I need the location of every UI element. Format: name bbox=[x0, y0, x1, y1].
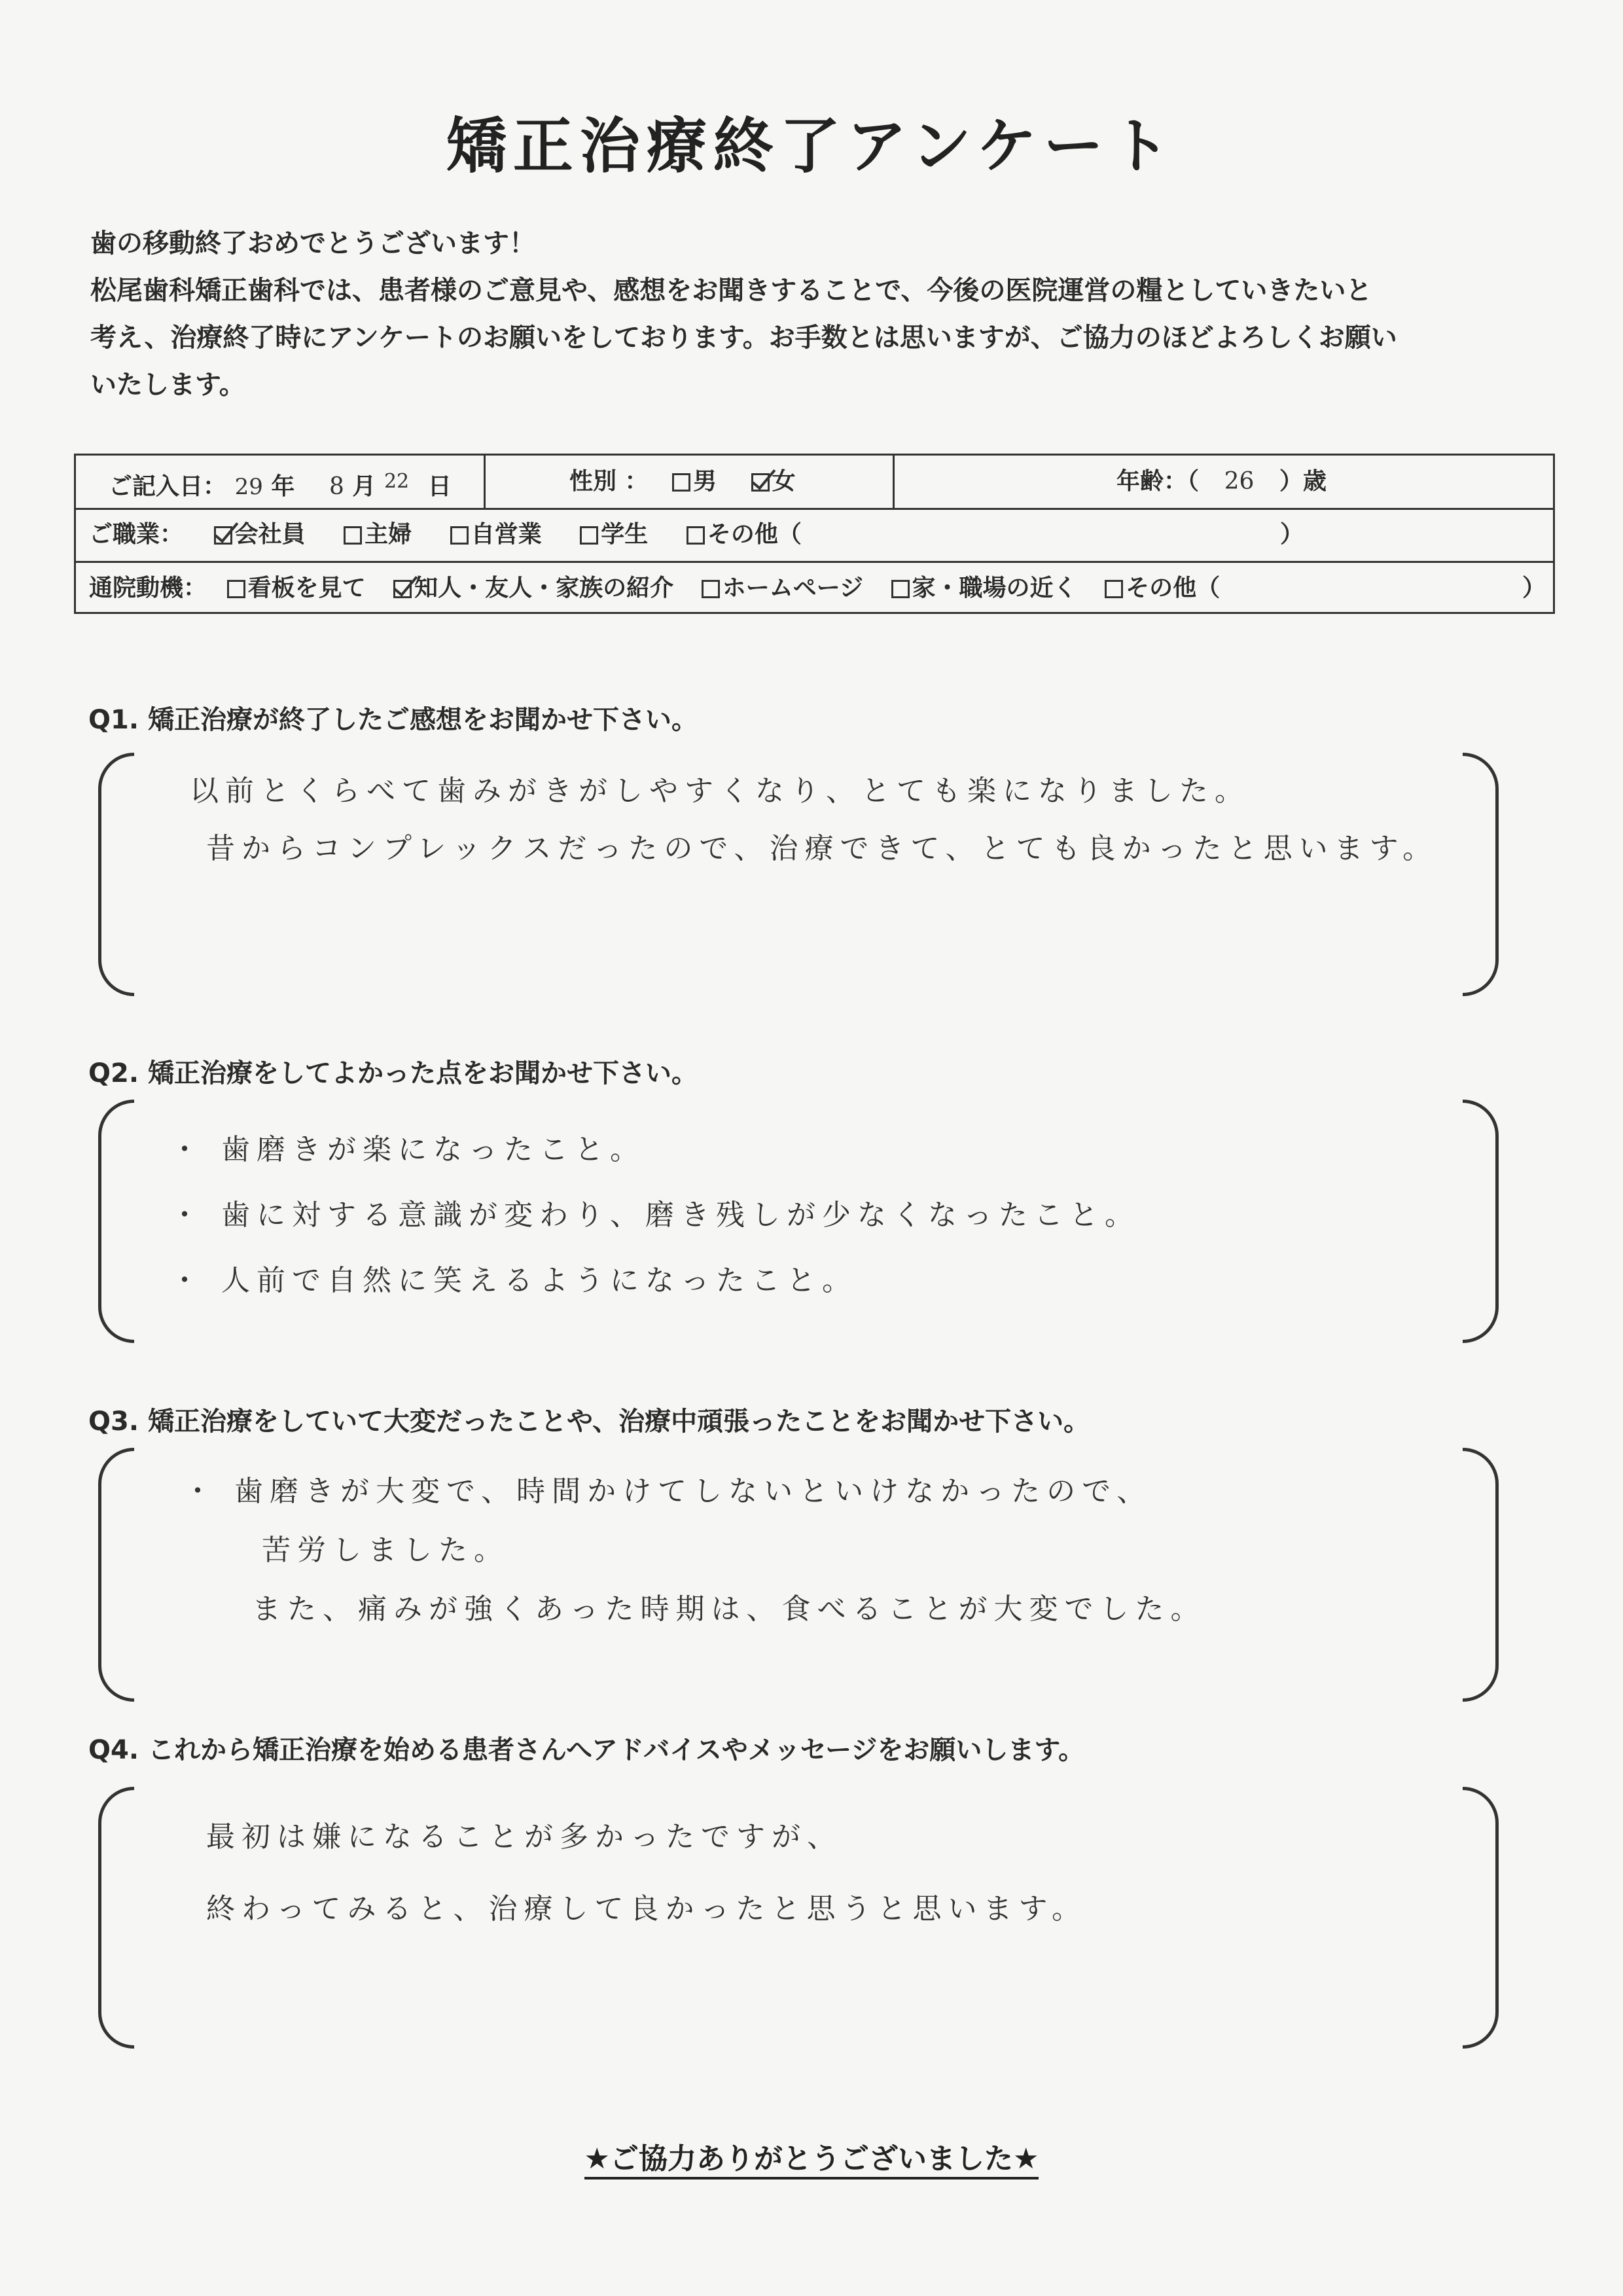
date-field[interactable] bbox=[109, 456, 452, 508]
intro-line-3: 考え、治療終了時にアンケートのお願いをしております。お手数とは思いますが、ご協力のほどよろしくお願い bbox=[90, 323, 1397, 353]
motive-label: 通院動機： bbox=[89, 575, 207, 601]
occupation-checkbox-housewife[interactable] bbox=[344, 526, 362, 545]
answer-1-line-2: 昔からコンプレックスだったので、治療できて、とても良かったと思います。 bbox=[206, 832, 1438, 865]
motive-option-signboard: 看板を見て bbox=[247, 575, 366, 601]
motive-checkbox-homepage[interactable] bbox=[702, 580, 720, 598]
motive-field bbox=[89, 562, 1220, 615]
answer-box-2[interactable] bbox=[98, 1100, 1499, 1343]
motive-checkbox-other[interactable] bbox=[1105, 580, 1123, 598]
info-row-motive bbox=[76, 562, 1553, 614]
age-label: 年齢：（ bbox=[1116, 468, 1200, 495]
thank-you-text: ★ご協力ありがとうございました★ bbox=[584, 2142, 1039, 2179]
respondent-info-table bbox=[74, 454, 1555, 614]
motive-option-other: その他（ bbox=[1126, 575, 1221, 601]
column-divider bbox=[893, 456, 895, 508]
occupation-checkbox-student[interactable] bbox=[580, 526, 598, 545]
answer-2-line-2: ・ 歯に対する意識が変わり、磨き残しが少なくなったこと。 bbox=[170, 1198, 1140, 1232]
female-label: 女 bbox=[772, 468, 796, 495]
question-1-label: Q1. 矯正治療が終了したご感想をお聞かせ下さい。 bbox=[88, 705, 698, 735]
left-bracket bbox=[98, 1787, 134, 2049]
intro-line-2: 松尾歯科矯正歯科では、患者様のご意見や、感想をお聞きすることで、今後の医院運営の糧としていきたいと bbox=[90, 276, 1372, 306]
male-label: 男 bbox=[693, 468, 717, 495]
info-row-occupation bbox=[76, 509, 1553, 563]
occupation-option-housewife: 主婦 bbox=[365, 521, 412, 548]
motive-option-homepage: ホームページ bbox=[722, 575, 863, 601]
motive-close-paren: ） bbox=[1522, 575, 1546, 601]
occupation-field bbox=[89, 509, 802, 561]
thank-you-footer bbox=[0, 2135, 1623, 2177]
intro-line-1: 歯の移動終了おめでとうございます！ bbox=[90, 228, 535, 259]
answer-3-line-1: ・ 歯磨きが大変で、時間かけてしないといけなかったので、 bbox=[183, 1475, 1152, 1508]
occupation-close-paren: ） bbox=[1280, 521, 1304, 548]
gender-label: 性別 ： bbox=[569, 468, 649, 495]
date-label: ご記入日： bbox=[109, 473, 227, 500]
day-unit: 日 bbox=[427, 473, 452, 500]
motive-checkbox-signboard[interactable] bbox=[227, 580, 245, 598]
answer-1-line-1: 以前とくらべて歯みがきがしやすくなり、とても楽になりました。 bbox=[190, 774, 1250, 808]
column-divider bbox=[484, 456, 486, 508]
occupation-option-student: 学生 bbox=[601, 521, 649, 548]
age-value: 26 bbox=[1224, 468, 1255, 495]
motive-option-nearby: 家・職場の近く bbox=[912, 575, 1077, 601]
question-3-label: Q3. 矯正治療をしていて大変だったことや、治療中頑張ったことをお聞かせ下さい。 bbox=[88, 1407, 1090, 1437]
gender-field bbox=[569, 456, 796, 508]
left-bracket bbox=[98, 753, 134, 996]
right-bracket bbox=[1463, 753, 1499, 996]
answer-2-line-1: ・ 歯磨きが楽になったこと。 bbox=[170, 1133, 645, 1166]
right-bracket bbox=[1463, 1448, 1499, 1702]
age-suffix: ）歳 bbox=[1279, 468, 1327, 495]
question-2-label: Q2. 矯正治療をしてよかった点をお聞かせ下さい。 bbox=[88, 1058, 698, 1088]
answer-box-4[interactable] bbox=[98, 1787, 1499, 2049]
answer-4-line-2: 終わってみると、治療して良かったと思うと思います。 bbox=[206, 1892, 1088, 1926]
year-unit: 年 bbox=[271, 473, 295, 500]
answer-box-1[interactable] bbox=[98, 753, 1499, 996]
female-checkbox[interactable] bbox=[751, 473, 770, 492]
right-bracket bbox=[1463, 1100, 1499, 1343]
occupation-checkbox-employee[interactable] bbox=[214, 526, 232, 545]
answer-4-line-1: 最初は嫌になることが多かったですが、 bbox=[206, 1820, 842, 1854]
left-bracket bbox=[98, 1100, 134, 1343]
occupation-label: ご職業： bbox=[89, 521, 184, 548]
page-title: 矯正治療終了アンケート bbox=[446, 111, 1177, 181]
answer-3-line-3: また、痛みが強くあった時期は、食べることが大変でした。 bbox=[252, 1592, 1206, 1626]
intro-line-4: いたします。 bbox=[90, 370, 245, 400]
motive-checkbox-nearby[interactable] bbox=[891, 580, 910, 598]
answer-box-3[interactable] bbox=[98, 1448, 1499, 1702]
info-row-date-gender-age bbox=[76, 456, 1553, 510]
occupation-option-other: その他（ bbox=[707, 521, 802, 548]
answer-2-line-3: ・ 人前で自然に笑えるようになったこと。 bbox=[170, 1264, 857, 1297]
motive-option-referral: 知人・友人・家族の紹介 bbox=[414, 575, 674, 601]
occupation-checkbox-selfemployed[interactable] bbox=[450, 526, 469, 545]
day-value: 22 bbox=[383, 470, 410, 493]
question-4-label: Q4. これから矯正治療を始める患者さんへアドバイスやメッセージをお願いします。 bbox=[88, 1735, 1085, 1765]
age-field[interactable] bbox=[1116, 456, 1327, 508]
occupation-option-employee: 会社員 bbox=[234, 521, 306, 548]
occupation-checkbox-other[interactable] bbox=[687, 526, 705, 545]
occupation-option-selfemployed: 自営業 bbox=[471, 521, 542, 548]
answer-3-line-2: 苦労しました。 bbox=[262, 1534, 509, 1567]
month-value: 8 bbox=[329, 473, 344, 500]
left-bracket bbox=[98, 1448, 134, 1702]
male-checkbox[interactable] bbox=[672, 473, 690, 492]
right-bracket bbox=[1463, 1787, 1499, 2049]
year-value: 29 bbox=[234, 474, 263, 500]
month-unit: 月 bbox=[352, 473, 376, 500]
motive-checkbox-referral[interactable] bbox=[393, 580, 412, 598]
